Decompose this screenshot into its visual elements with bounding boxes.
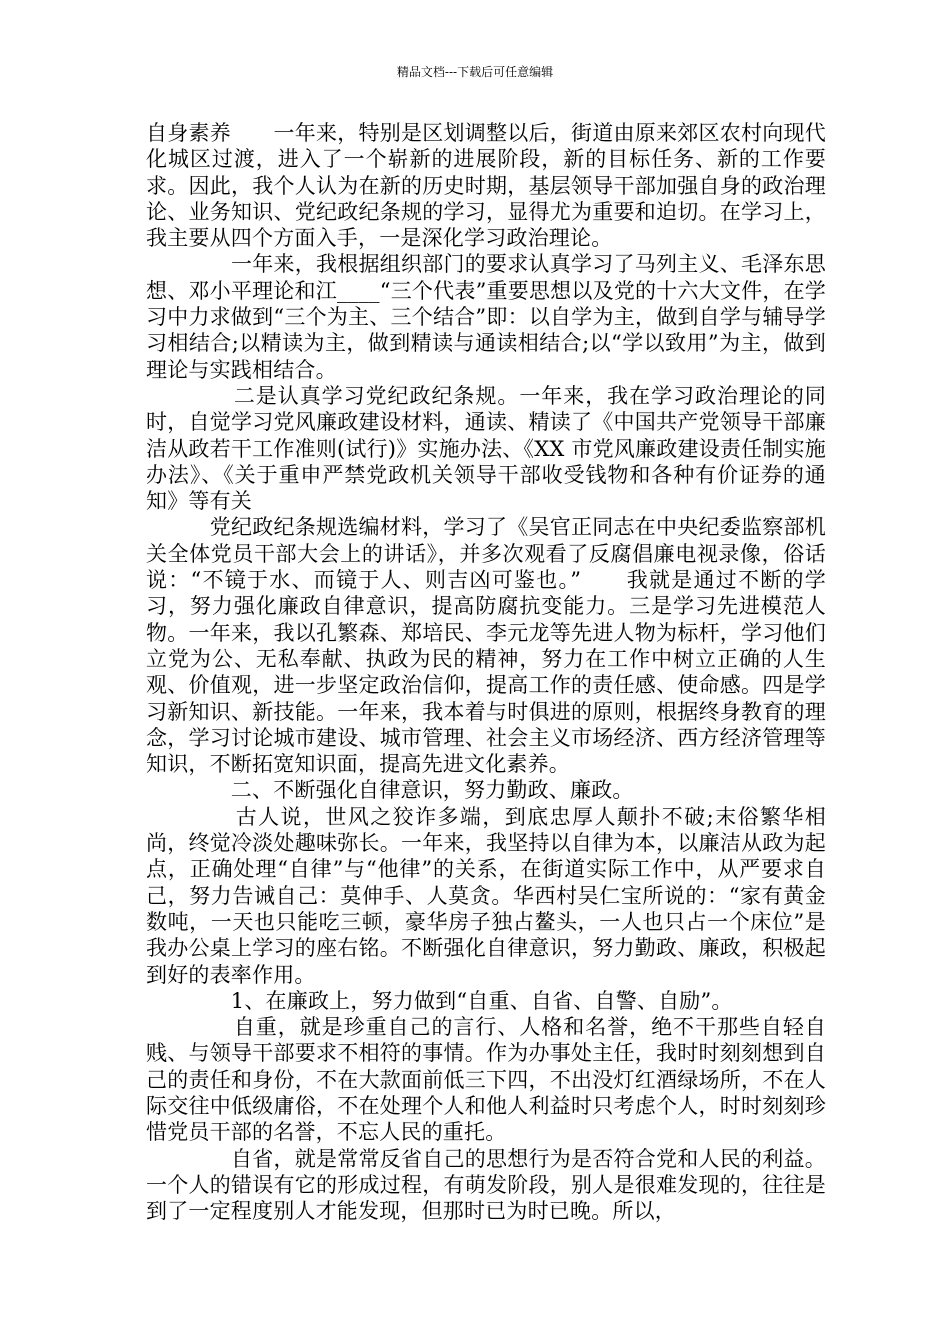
paragraph: 1、在廉政上，努力做到“自重、自省、自警、自励”。 — [146, 988, 733, 1013]
paragraph: 自重，就是珍重自己的言行、人格和名誉，绝不干那些自轻自贱、与领导干部要求不相符的事情。作为办事处主任，我时时刻刻想到自己的责任和身份，不在大款面前低三下四，不出没灯红酒绿场所，不在人际交往中低级庸俗，不在处理个人和他人利益时只考虑个人，时时刻刻珍惜党员干部的名誉，不忘人民的重托。 — [146, 1015, 826, 1145]
paragraph: 自身素养 一年来，特别是区划调整以后，街道由原来郊区农村向现代化城区过渡，进入了一个崭新的进展阶段，新的目标任务、新的工作要求。因此，我个人认为在新的历史时期，基层领导干部加强自身的政治理论、业务知识、党纪政纪条规的学习，显得尤为重要和迫切。在学习上，我主要从四个方面入手，一是深化学习政治理论。 — [146, 121, 826, 251]
paragraph: 二是认真学习党纪政纪条规。一年来，我在学习政治理论的同时，自觉学习党风廉政建设材料，通读、精读了《中国共产党领导干部廉洁从政若干工作准则(试行)》实施办法、《XX 市党风廉政建设责任制实施办法》、《关于重申严禁党政机关领导干部收受钱物和各种有价证券的通知》等有关 — [146, 383, 826, 514]
document-body — [146, 120, 826, 1224]
paragraph: 党纪政纪条规选编材料，学习了《吴官正同志在中央纪委监察部机关全体党员干部大会上的讲话》，并多次观看了反腐倡廉电视录像，俗话说：“不镜于水、而镜于人、则吉凶可鉴也。” 我就是通过不断的学习，努力强化廉政自律意识，提高防腐抗变能力。三是学习先进模范人物。一年来，我以孔繁森、郑培民、李元龙等先进人物为标杆，学习他们立党为公、无私奉献、执政为民的精神，努力在工作中树立正确的人生观、价值观，进一步坚定政治信仰，提高工作的责任感、使命感。四是学习新知识、新技能。一年来，我本着与时俱进的原则，根据终身教育的理念，学习讨论城市建设、城市管理、社会主义市场经济、西方经济管理等知识，不断拓宽知识面，提高先进文化素养。 — [146, 515, 826, 777]
page-header: 精品文档---下载后可任意编辑 — [396, 65, 554, 79]
paragraph: 自省，就是常常反省自己的思想行为是否符合党和人民的利益。一个人的错误有它的形成过程，有萌发阶段，别人是很难发现的，往往是到了一定程度别人才能发现，但那时已为时已晚。所以， — [146, 1146, 826, 1224]
paragraph: 古人说，世风之狡诈多端，到底忠厚人颠扑不破;末俗繁华相尚，终觉冷淡处趣味弥长。一年来，我坚持以自律为本，以廉洁从政为起点，正确处理“自律”与“他律”的关系，在街道实际工作中，从严要求自己，努力告诫自己：莫伸手、人莫贪。华西村吴仁宝所说的：“家有黄金数吨，一天也只能吃三顿，豪华房子独占鳌头，一人也只占一个床位”是我办公桌上学习的座右铭。不断强化自律意识，努力勤政、廉政，积极起到好的表率作用。 — [146, 804, 826, 987]
paragraph: 二、不断强化自律意识，努力勤政、廉政。 — [146, 778, 634, 803]
paragraph: 一年来，我根据组织部门的要求认真学习了马列主义、毛泽东思想、邓小平理论和江____“三个代表”重要思想以及党的十六大文件，在学习中力求做到“三个为主、三个结合”即：以自学为主，做到自学与辅导学习相结合;以精读为主，做到精读与通读相结合;以“学以致用”为主，做到理论与实践相结合。 — [146, 252, 826, 382]
